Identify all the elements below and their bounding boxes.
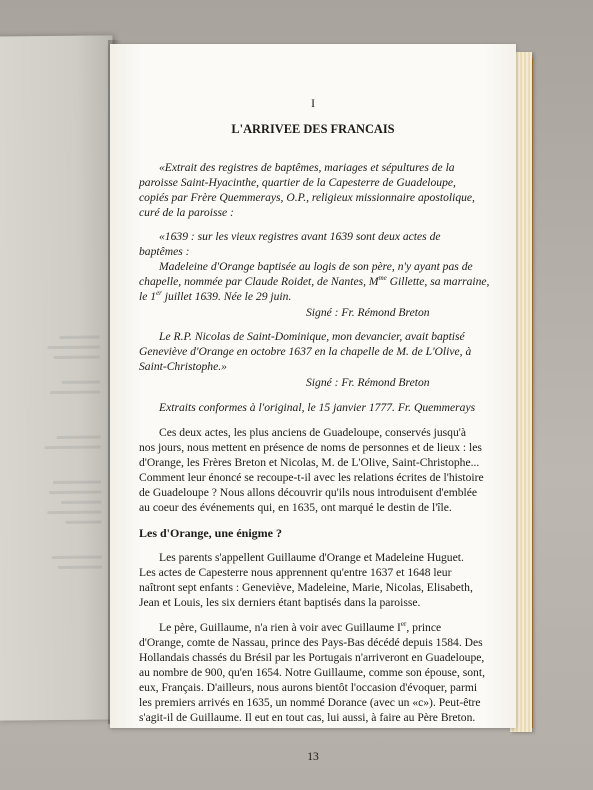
record-line: chapelle, nommée par Claude Roidet, de Nantes, $M^{me}$ Gillette, sa marraine, [139,274,490,288]
chapter-number: I [311,97,315,110]
chapter-title: L'ARRIVEE DES FRANCAIS [231,122,395,136]
book-page: I L'ARRIVEE DES FRANCAIS «Extrait des registres de baptêmes, mariages et sépultures de la paroisse Saint-Hyacinthe, quartier de la Capesterre de Guadeloupe, copiés par Frère Quemmerays, O.P., religieux missionnaire apostolique, curé de la paroisse : «1639 : sur les vieux registres avant 1639 sont deux actes de baptêmes : Madeleine d'Orange baptisée au logis de son père, n'y ayant pas de chapelle, nommée par Claude Roidet, de Nantes, $M^{me}$ Gillette, sa marraine, le 1er juillet 1639. Née le 29 juin. Signé : Fr. Rémond Breton Le R.P. Nicolas de Saint-Dominique, mon devancier, avait baptisé Geneviève d'Orange en octobre 1637 en la chapelle de M. de L'Olive, à Saint-Christophe.» Signé : Fr. Rémond Breton Extraits conformes à l'original, le 15 janvier 1777. Fr. Quemmerays Ces deux actes, les plus anciens de Guadeloupe, conservés jusqu'à nos jours, nous mettent en présence de noms de personnes et de lieux : les d'Orange, les Frères Breton et Nicolas, M. de L'Olive, Saint-Christophe... Comment leur énoncé se recoupe-t-il avec les relations écrites de l'histoire de Guadeloupe ? Nous allons découvrir qu'ils nous introduisent d'emblée au coeur des événements qui, en 1635, ont marqué le destin de l'île. Les d'Orange, une énigme ? Les parents s'appellent Guillaume d'Orange et Madeleine Huguet. Les actes de Capesterre nous apprennent qu'entre 1637 et 1648 leur naîtront sept enfants : Geneviève, Madeleine, Marie, Nicolas, Elisabeth, Jean et Louis, les six derniers étant baptisés dans la paroisse. Le père, Guillaume, n'a rien à voir avec Guillaume Ier, prince d'Orange, comte de Nassau, prince des Pays-Bas décédé depuis 1584. Des Hollandais chassés du Brésil par les Portugais n'arriveront en Guadeloupe, au nombre de 900, qu'en 1654. Notre Guillaume, comme son épouse, sont, eux, Français. D'ailleurs, nous aurons bientôt l'occasion d'évoquer, parmi les premiers arrivés en 1635, un nommé Dorance (avec un «c»). Peut-être s'agit-il de Guillaume. Il eut en tout cas, lui aussi, à faire au Père Breton. 13 [110,44,516,728]
extract-line: paroisse Saint-Hyacinthe, quartier de la Capesterre de Guadeloupe, [139,176,456,189]
signature: Signé : Fr. Rémond Breton [306,306,430,319]
signature: Signé : Fr. Rémond Breton [306,376,430,389]
facing-page [0,35,120,720]
extract-line: «Extrait des registres de baptêmes, mariages et sépultures de la [159,161,455,174]
record-line: le 1er juillet 1639. Née le 29 juin. [139,289,292,303]
record-line: Geneviève d'Orange en octobre 1637 en la chapelle de M. de L'Olive, à [139,345,472,358]
section-heading: Les d'Orange, une énigme ? [139,526,282,540]
page-number: 13 [307,750,319,763]
certification: Extraits conformes à l'original, le 15 janvier 1777. Fr. Quemmerays [159,401,476,414]
record-line: «1639 : sur les vieux registres avant 1639 sont deux actes de [159,230,441,243]
record-line: Saint-Christophe.» [139,360,227,373]
record-line: Le R.P. Nicolas de Saint-Dominique, mon devancier, avait baptisé [159,330,465,343]
record-line: baptêmes : [139,245,190,258]
extract-line: copiés par Frère Quemmerays, O.P., religieux missionnaire apostolique, [139,191,475,204]
extract-line: curé de la paroisse : [139,206,234,219]
record-line: Madeleine d'Orange baptisée au logis de son père, n'y ayant pas de [159,260,473,273]
